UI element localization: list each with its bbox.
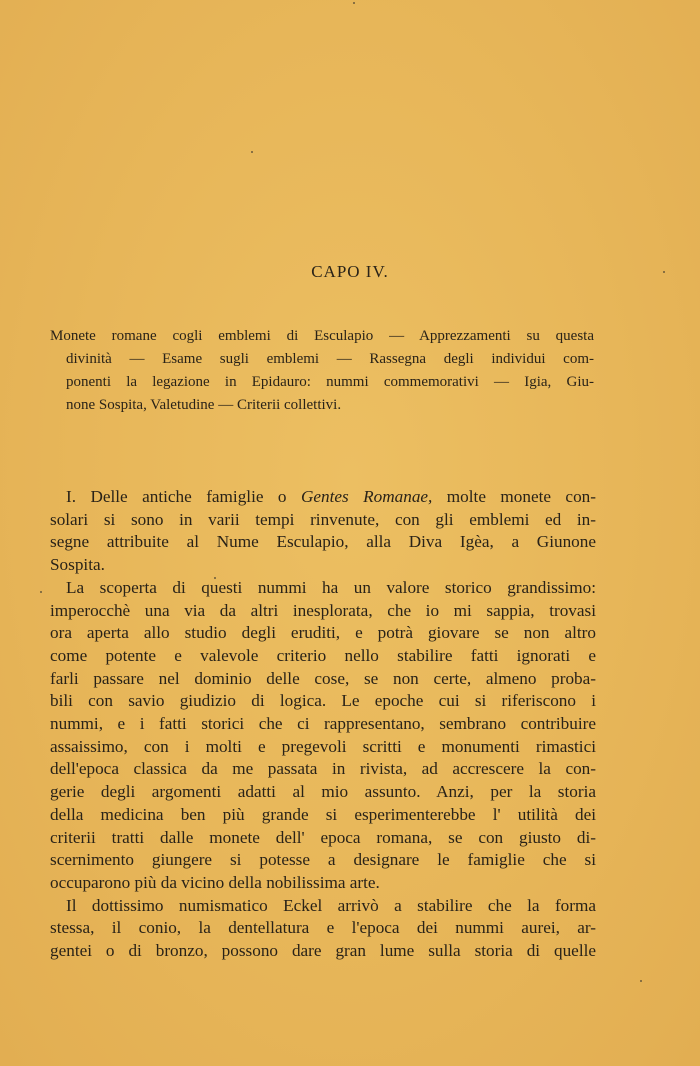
summary-line: Monete romane cogli emblemi di Esculapio — Apprezzamenti su questa [50, 328, 594, 344]
text-fragment: I. Delle antiche famiglie o [66, 487, 301, 506]
chapter-title: CAPO IV. [311, 262, 389, 281]
paper-speck [353, 2, 355, 4]
text-line: imperocchè una via da altri inesplorata, che io mi sappia, trovasi [50, 600, 596, 620]
text-line: gerie degli argomenti adatti al mio assunto. Anzi, per la storia [50, 782, 596, 802]
text-line: bili con savio giudizio di logica. Le epoche cui si riferiscono i [50, 691, 596, 711]
text-line: stessa, il conio, la dentellatura e l'epoca dei nummi aurei, ar- [50, 918, 596, 938]
body-text [50, 486, 596, 963]
text-line: solari si sono in varii tempi rinvenute, con gli emblemi ed in- [50, 509, 596, 529]
text-line: farli passare nel dominio delle cose, se non certe, almeno proba- [50, 668, 596, 688]
text-line: nummi, e i fatti storici che ci rappresentano, sembrano contribuire [50, 714, 596, 734]
paper-speck [40, 591, 42, 593]
summary-line: ponenti la legazione in Epidauro: nummi commemorativi — Igia, Giu- [66, 374, 594, 390]
text-line: assaissimo, con i molti e pregevoli scritti e monumenti rimastici [50, 736, 596, 756]
text-line [50, 486, 596, 509]
chapter-summary [50, 325, 594, 417]
text-line: ora aperta allo studio degli eruditi, e potrà giovare se non altro [50, 623, 596, 643]
text-line: Sospita. [50, 555, 105, 575]
text-line: dell'epoca classica da me passata in rivista, ad accrescere la con- [50, 759, 596, 779]
summary-line: divinità — Esame sugli emblemi — Rassegna degli individui com- [66, 351, 594, 367]
text-line: della medicina ben più grande si esperimenterebbe l' utilità dei [50, 804, 596, 824]
latin-term: Gentes Romanae, [300, 487, 433, 506]
paper-speck [251, 151, 253, 153]
text-line: La scoperta di questi nummi ha un valore storico grandissimo: [66, 577, 596, 597]
text-line: come potente e valevole criterio nello stabilire fatti ignorati e [50, 645, 596, 665]
text-line: criterii tratti dalle monete dell' epoca romana, se con giusto di- [50, 827, 596, 847]
text-line: segne attribuite al Nume Esculapio, alla Diva Igèa, a Giunone [50, 532, 596, 552]
text-line: gentei o di bronzo, possono dare gran lume sulla storia di quelle [50, 941, 596, 961]
paper-speck [640, 980, 642, 982]
text-fragment: molte monete con- [432, 487, 596, 506]
summary-line: none Sospita, Valetudine — Criterii collettivi. [66, 397, 342, 413]
text-line: Il dottissimo numismatico Eckel arrivò a stabilire che la forma [66, 895, 596, 915]
text-line: scernimento giungere si potesse a designare le famiglie che si [50, 850, 596, 870]
text-line: occuparono più da vicino della nobilissima arte. [50, 872, 380, 892]
